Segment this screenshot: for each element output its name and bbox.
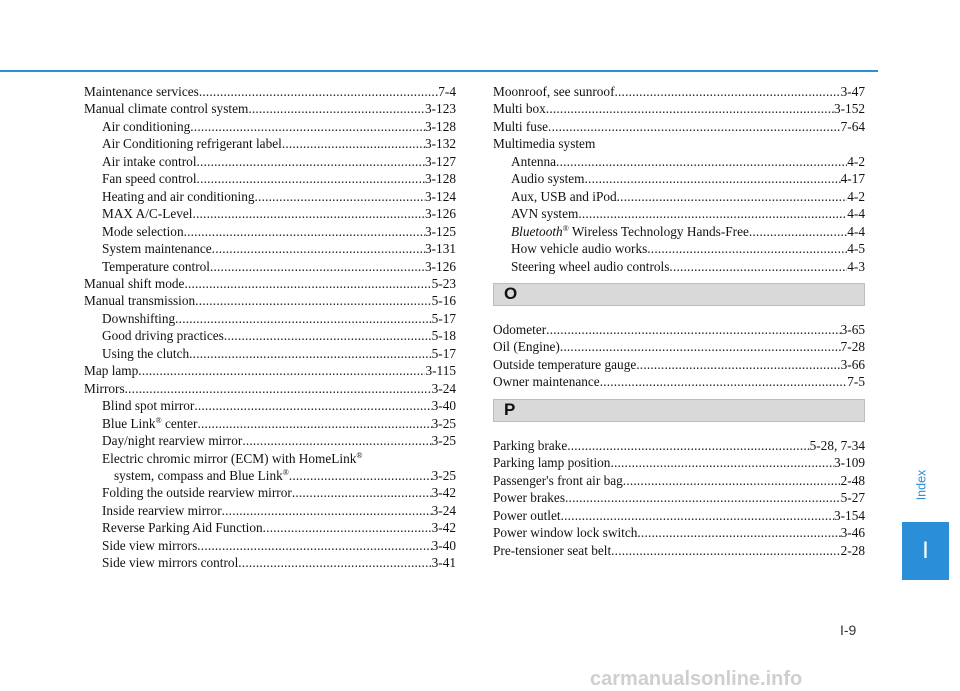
index-entry-page[interactable]: 5-17: [431, 310, 456, 326]
dot-leader: [197, 170, 425, 187]
index-entry-page[interactable]: 3-25: [431, 415, 456, 431]
index-group-m: [493, 83, 865, 275]
dot-leader: [212, 240, 425, 257]
dot-leader: [615, 83, 841, 100]
dot-leader: [546, 100, 834, 117]
index-entry-term: Multi fuse: [493, 118, 549, 134]
index-entry-term: Multi box: [493, 101, 546, 117]
index-entry[interactable]: [493, 356, 865, 373]
index-entry[interactable]: [493, 542, 865, 559]
index-entry-page[interactable]: 3-46: [840, 525, 865, 541]
dot-leader: [567, 437, 809, 454]
index-entry-term: Side view mirrors: [102, 537, 198, 553]
index-entry[interactable]: [84, 397, 456, 414]
index-entry-term: Air intake control: [102, 153, 197, 169]
index-entry-term: Manual shift mode: [84, 275, 185, 291]
index-entry-page[interactable]: 3-115: [425, 363, 456, 379]
index-entry[interactable]: [493, 454, 865, 471]
index-entry-term: Electric chromic mirror (ECM) with HomeLink®: [102, 450, 363, 466]
index-entry-page[interactable]: 5-17: [431, 345, 456, 361]
index-entry[interactable]: [493, 83, 865, 100]
dot-leader: [637, 524, 840, 541]
dot-leader: [263, 519, 432, 536]
index-entry-page[interactable]: 5-18: [431, 328, 456, 344]
index-entry[interactable]: [84, 170, 456, 187]
index-entry-page[interactable]: 3-128: [424, 171, 456, 187]
index-tab-letter: I: [922, 537, 929, 564]
index-entry-page[interactable]: 5-27: [840, 490, 865, 506]
index-entry-page[interactable]: 2-48: [840, 472, 865, 488]
dot-leader: [190, 118, 425, 135]
dot-leader: [669, 258, 847, 275]
dot-leader: [561, 507, 834, 524]
index-entry-page[interactable]: 3-47: [840, 84, 865, 99]
index-entry[interactable]: [84, 327, 456, 344]
index-entry[interactable]: [493, 373, 865, 390]
dot-leader: [222, 502, 432, 519]
dot-leader: [224, 327, 432, 344]
index-entry[interactable]: [493, 118, 865, 135]
index-entry-term: Blue Link® center: [102, 415, 198, 431]
index-entry-page[interactable]: 3-25: [431, 467, 456, 483]
letter-header-label: O: [504, 284, 518, 304]
dot-leader: [192, 205, 424, 222]
index-entry-page[interactable]: 5-28, 7-34: [809, 437, 865, 453]
dot-leader: [248, 100, 425, 117]
index-entry[interactable]: [84, 118, 456, 135]
index-entry-page[interactable]: 3-132: [424, 136, 456, 152]
index-entry-term: MAX A/C-Level: [102, 206, 193, 222]
index-entry-term: Moonroof, see sunroof: [493, 84, 615, 99]
index-entry-page[interactable]: 3-126: [424, 206, 456, 222]
dot-leader: [578, 205, 847, 222]
index-entry[interactable]: [84, 467, 456, 484]
index-entry[interactable]: [493, 205, 865, 222]
index-entry-term: Multimedia system: [493, 136, 596, 152]
index-entry[interactable]: [84, 537, 456, 554]
index-entry-page[interactable]: 3-41: [431, 555, 456, 571]
index-entry-term: Air Conditioning refrigerant label: [102, 136, 282, 152]
index-entry-page[interactable]: 3-126: [424, 258, 456, 274]
dot-leader: [242, 432, 431, 449]
index-entry[interactable]: [493, 170, 865, 187]
index-entry-term: Inside rearview mirror: [102, 502, 222, 518]
index-entry[interactable]: [84, 240, 456, 257]
dot-leader: [292, 484, 432, 501]
index-entry[interactable]: [493, 188, 865, 205]
dot-leader: [197, 537, 431, 554]
index-entry[interactable]: [84, 258, 456, 275]
index-side-label: [886, 450, 956, 520]
page-number: I-9: [840, 622, 857, 638]
index-entry-page[interactable]: 7-5: [847, 374, 865, 390]
index-entry[interactable]: [84, 554, 456, 571]
index-entry-page[interactable]: 3-127: [424, 153, 456, 169]
index-entry[interactable]: [493, 321, 865, 338]
index-entry-term: Parking lamp position: [493, 455, 611, 471]
dot-leader: [610, 454, 834, 471]
dot-leader: [238, 554, 431, 571]
index-entry-term: Air conditioning: [102, 118, 191, 134]
index-entry-page[interactable]: 3-124: [424, 188, 456, 204]
index-entry-term: Heating and air conditioning: [102, 188, 255, 204]
index-entry-page[interactable]: 3-24: [431, 380, 456, 396]
index-entry-term: Mode selection: [102, 223, 184, 239]
index-entry-term: Steering wheel audio controls: [511, 258, 670, 274]
index-entry-page[interactable]: 7-4: [438, 84, 456, 99]
index-entry-page[interactable]: 5-16: [431, 293, 456, 309]
index-entry-term: Outside temperature gauge: [493, 356, 637, 372]
index-entry-term: Power window lock switch: [493, 525, 638, 541]
index-entry-page[interactable]: 3-123: [424, 101, 456, 117]
index-entry-page[interactable]: 3-131: [424, 241, 456, 257]
index-entry-page[interactable]: 4-4: [847, 206, 865, 222]
index-entry[interactable]: [84, 292, 456, 309]
index-entry-term: Using the clutch: [102, 345, 190, 361]
index-entry[interactable]: [84, 153, 456, 170]
index-entry-page[interactable]: 4-17: [840, 171, 865, 187]
index-entry-page[interactable]: 3-109: [833, 455, 865, 471]
index-entry[interactable]: [493, 338, 865, 355]
dot-leader: [556, 153, 847, 170]
index-entry[interactable]: [84, 135, 456, 152]
dot-leader: [210, 258, 425, 275]
index-entry[interactable]: [84, 432, 456, 449]
index-entry-page[interactable]: 3-42: [431, 485, 456, 501]
dot-leader: [194, 397, 431, 414]
dot-leader: [636, 356, 840, 373]
watermark: carmanualsonline.info: [590, 668, 803, 690]
index-entry[interactable]: [84, 83, 456, 100]
index-entry[interactable]: [493, 240, 865, 257]
dot-leader: [282, 135, 425, 152]
letter-header-o: [493, 283, 865, 306]
index-group-o: [493, 321, 865, 391]
index-entry-term: Passenger's front air bag: [493, 472, 623, 488]
index-entry-term: How vehicle audio works: [511, 241, 648, 257]
dot-leader: [289, 467, 432, 484]
index-entry-term: Odometer: [493, 321, 547, 337]
index-entry-page[interactable]: 5-23: [431, 275, 456, 291]
dot-leader: [189, 345, 431, 362]
index-entry-page[interactable]: 3-24: [431, 502, 456, 518]
dot-leader: [184, 275, 431, 292]
index-entry-term: Reverse Parking Aid Function: [102, 520, 263, 536]
index-entry-page[interactable]: 4-2: [847, 188, 865, 204]
index-entry-term: Blind spot mirror: [102, 398, 195, 414]
dot-leader: [623, 472, 841, 489]
index-entry[interactable]: [493, 100, 865, 117]
dot-leader: [560, 338, 841, 355]
index-entry-term: Good driving practices: [102, 328, 224, 344]
index-entry-term: Power outlet: [493, 507, 561, 523]
index-entry[interactable]: [84, 415, 456, 432]
index-entry-term: Manual transmission: [84, 293, 196, 309]
index-entry[interactable]: [84, 345, 456, 362]
letter-header-label: P: [504, 400, 516, 420]
index-entry-page[interactable]: 3-125: [424, 223, 456, 239]
index-entry-page[interactable]: 7-28: [840, 339, 865, 355]
index-entry-term: Manual climate control system: [84, 101, 249, 117]
index-entry-term: Folding the outside rearview mirror: [102, 485, 292, 501]
index-entry-term: System maintenance: [102, 241, 212, 257]
index-entry-page[interactable]: 3-40: [431, 398, 456, 414]
index-entry[interactable]: [84, 484, 456, 501]
dot-leader: [611, 542, 840, 559]
index-entry-term: Downshifting: [102, 310, 176, 326]
index-entry-term: Parking brake: [493, 437, 568, 453]
index-group-p: [493, 437, 865, 559]
index-entry[interactable]: [84, 502, 456, 519]
dot-leader: [184, 223, 425, 240]
index-entry-term: Oil (Engine): [493, 339, 560, 355]
index-entry[interactable]: [84, 362, 456, 379]
index-entry-page[interactable]: 3-40: [431, 537, 456, 553]
index-entry[interactable]: [493, 472, 865, 489]
index-entry[interactable]: [84, 380, 456, 397]
index-entry[interactable]: [84, 188, 456, 205]
index-column-left: [84, 83, 456, 572]
dot-leader: [199, 83, 438, 100]
index-entry-term: Bluetooth® Wireless Technology Hands-Free: [511, 223, 749, 239]
index-entry-page[interactable]: 3-128: [424, 118, 456, 134]
index-entry[interactable]: [493, 524, 865, 541]
dot-leader: [548, 118, 841, 135]
dot-leader: [617, 188, 848, 205]
index-entry[interactable]: [493, 258, 865, 275]
index-entry-term: Antenna: [511, 153, 557, 169]
index-entry-page[interactable]: 7-64: [840, 118, 865, 134]
index-entry-page[interactable]: 2-28: [840, 542, 865, 558]
index-entry[interactable]: [84, 100, 456, 117]
letter-header-p: [493, 399, 865, 422]
index-entry-page[interactable]: 4-4: [847, 223, 865, 239]
index-entry[interactable]: [84, 519, 456, 536]
index-entry-term: Mirrors: [84, 380, 125, 396]
index-entry[interactable]: [493, 135, 865, 152]
index-entry-page[interactable]: 4-5: [847, 241, 865, 257]
index-entry[interactable]: [493, 489, 865, 506]
index-entry[interactable]: [84, 310, 456, 327]
index-entry-term: Pre-tensioner seat belt: [493, 542, 612, 558]
index-entry-term: Side view mirrors control: [102, 555, 239, 571]
index-column-right: [493, 83, 865, 559]
index-entry-term: Fan speed control: [102, 171, 197, 187]
index-entry[interactable]: [84, 275, 456, 292]
index-entry-page[interactable]: 3-154: [833, 507, 865, 523]
index-entry[interactable]: [84, 450, 456, 467]
index-entry-term: Map lamp: [84, 363, 139, 379]
index-entry[interactable]: [493, 153, 865, 170]
index-entry-page[interactable]: 3-152: [833, 101, 865, 117]
dot-leader: [565, 489, 841, 506]
index-entry-term: Aux, USB and iPod: [511, 188, 617, 204]
index-entry-term: Temperature control: [102, 258, 210, 274]
index-entry-page[interactable]: 3-42: [431, 520, 456, 536]
dot-leader: [195, 292, 431, 309]
index-entry[interactable]: [493, 437, 865, 454]
index-entry-term: system, compass and Blue Link®: [114, 467, 289, 483]
dot-leader: [749, 223, 847, 240]
dot-leader: [175, 310, 431, 327]
index-entry-term: Power brakes: [493, 490, 566, 506]
dot-leader: [125, 380, 432, 397]
index-entry-page[interactable]: 3-25: [431, 433, 456, 449]
index-entry-term: Maintenance services: [84, 84, 199, 99]
index-side-label-text: Index: [914, 469, 928, 501]
index-entry[interactable]: [84, 223, 456, 240]
dot-leader: [138, 362, 425, 379]
dot-leader: [600, 373, 848, 390]
index-entry-page[interactable]: 3-65: [840, 321, 865, 337]
top-rule: [0, 70, 878, 72]
index-entry[interactable]: [84, 205, 456, 222]
index-entry-term: Day/night rearview mirror: [102, 433, 243, 449]
index-entry-term: AVN system: [511, 206, 579, 222]
dot-leader: [197, 415, 431, 432]
dot-leader: [647, 240, 847, 257]
index-entry[interactable]: [493, 507, 865, 524]
index-tab[interactable]: [902, 522, 949, 580]
index-entry-term: Audio system: [511, 171, 585, 187]
dot-leader: [197, 153, 425, 170]
dot-leader: [585, 170, 841, 187]
dot-leader: [255, 188, 425, 205]
index-entry-page[interactable]: 3-66: [840, 356, 865, 372]
index-entry-page[interactable]: 4-2: [847, 153, 865, 169]
index-entry-page[interactable]: 4-3: [847, 258, 865, 274]
index-entry[interactable]: [493, 223, 865, 240]
dot-leader: [546, 321, 840, 338]
index-entry-term: Owner maintenance: [493, 374, 600, 390]
